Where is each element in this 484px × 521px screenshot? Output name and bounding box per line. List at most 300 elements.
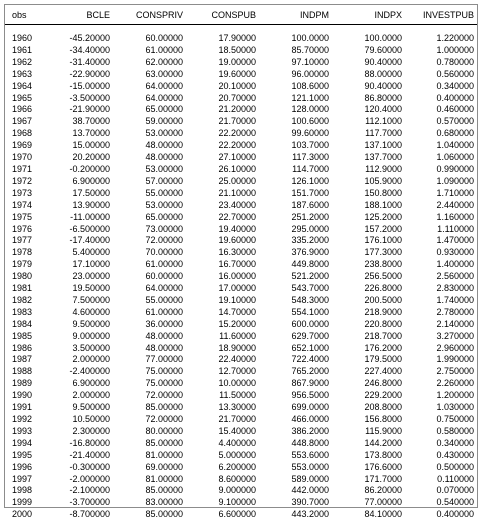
table-cell[interactable]: 64.00000 — [113, 283, 186, 295]
table-cell[interactable]: 85.00000 — [113, 438, 186, 450]
table-cell[interactable]: 22.20000 — [186, 140, 259, 152]
table-cell[interactable]: 1.710000 — [405, 188, 477, 200]
table-cell[interactable]: 220.8000 — [332, 319, 405, 331]
table-cell[interactable]: -15.00000 — [43, 81, 113, 93]
table-cell[interactable]: 97.10000 — [259, 57, 332, 69]
table-cell[interactable]: 13.70000 — [43, 128, 113, 140]
table-cell[interactable]: 0.540000 — [405, 497, 477, 509]
table-cell[interactable]: 200.5000 — [332, 295, 405, 307]
table-cell[interactable]: 179.5000 — [332, 354, 405, 366]
table-cell[interactable]: 295.0000 — [259, 224, 332, 236]
obs-cell[interactable]: 1964 — [5, 81, 43, 93]
table-cell[interactable]: 85.00000 — [113, 402, 186, 414]
table-cell[interactable]: 157.2000 — [332, 224, 405, 236]
obs-cell[interactable]: 1970 — [5, 152, 43, 164]
table-cell[interactable]: 0.990000 — [405, 164, 477, 176]
table-cell[interactable]: 246.8000 — [332, 378, 405, 390]
table-cell[interactable]: 75.00000 — [113, 366, 186, 378]
table-cell[interactable]: 121.1000 — [259, 93, 332, 105]
obs-cell[interactable]: 1986 — [5, 343, 43, 355]
table-cell[interactable]: 48.00000 — [113, 331, 186, 343]
table-cell[interactable]: 177.3000 — [332, 247, 405, 259]
table-cell[interactable]: 17.90000 — [186, 33, 259, 45]
obs-cell[interactable]: 1989 — [5, 378, 43, 390]
table-cell[interactable]: -11.00000 — [43, 212, 113, 224]
table-cell[interactable]: -17.40000 — [43, 235, 113, 247]
obs-cell[interactable]: 1985 — [5, 331, 43, 343]
table-cell[interactable]: 6.900000 — [43, 378, 113, 390]
table-cell[interactable]: 652.1000 — [259, 343, 332, 355]
column-header-conspub[interactable]: CONSPUB — [186, 5, 259, 25]
table-cell[interactable]: 0.570000 — [405, 116, 477, 128]
table-cell[interactable]: 88.00000 — [332, 69, 405, 81]
table-cell[interactable]: 589.0000 — [259, 474, 332, 486]
table-cell[interactable]: 21.10000 — [186, 188, 259, 200]
table-cell[interactable]: 1.740000 — [405, 295, 477, 307]
table-cell[interactable]: 15.20000 — [186, 319, 259, 331]
obs-cell[interactable]: 1993 — [5, 426, 43, 438]
table-cell[interactable]: 86.80000 — [332, 93, 405, 105]
table-cell[interactable]: 11.50000 — [186, 390, 259, 402]
obs-cell[interactable]: 1966 — [5, 104, 43, 116]
table-cell[interactable]: 100.6000 — [259, 116, 332, 128]
table-cell[interactable]: 218.9000 — [332, 307, 405, 319]
table-cell[interactable]: 2.260000 — [405, 378, 477, 390]
table-cell[interactable]: 0.750000 — [405, 414, 477, 426]
table-cell[interactable]: 171.7000 — [332, 474, 405, 486]
table-cell[interactable]: 19.60000 — [186, 235, 259, 247]
table-cell[interactable]: 1.090000 — [405, 176, 477, 188]
table-cell[interactable]: 0.680000 — [405, 128, 477, 140]
column-header-obs[interactable]: obs — [5, 5, 43, 25]
table-cell[interactable]: -2.000000 — [43, 474, 113, 486]
table-cell[interactable]: 1.400000 — [405, 259, 477, 271]
table-cell[interactable]: 2.780000 — [405, 307, 477, 319]
table-cell[interactable]: 120.4000 — [332, 104, 405, 116]
table-cell[interactable]: -21.40000 — [43, 450, 113, 462]
table-cell[interactable]: 19.50000 — [43, 283, 113, 295]
table-cell[interactable]: 73.00000 — [113, 224, 186, 236]
table-cell[interactable]: 90.40000 — [332, 81, 405, 93]
table-cell[interactable]: 90.40000 — [332, 57, 405, 69]
obs-cell[interactable]: 1980 — [5, 271, 43, 283]
obs-cell[interactable]: 1996 — [5, 462, 43, 474]
table-cell[interactable]: 9.100000 — [186, 497, 259, 509]
table-cell[interactable]: -3.500000 — [43, 93, 113, 105]
table-cell[interactable]: 65.00000 — [113, 212, 186, 224]
table-row — [5, 474, 477, 486]
table-cell[interactable]: 85.70000 — [259, 45, 332, 57]
table-cell[interactable]: 629.7000 — [259, 331, 332, 343]
table-cell[interactable]: 77.00000 — [332, 497, 405, 509]
obs-cell[interactable]: 1997 — [5, 474, 43, 486]
table-cell[interactable]: 19.40000 — [186, 224, 259, 236]
table-cell[interactable]: 48.00000 — [113, 152, 186, 164]
table-cell[interactable]: 114.7000 — [259, 164, 332, 176]
table-cell[interactable]: 112.1000 — [332, 116, 405, 128]
table-cell[interactable]: 65.00000 — [113, 104, 186, 116]
table-cell[interactable]: 251.2000 — [259, 212, 332, 224]
obs-cell[interactable]: 1972 — [5, 176, 43, 188]
table-cell[interactable]: 0.340000 — [405, 438, 477, 450]
table-cell[interactable]: 19.60000 — [186, 69, 259, 81]
table-cell[interactable]: 22.70000 — [186, 212, 259, 224]
table-cell[interactable]: -31.40000 — [43, 57, 113, 69]
table-cell[interactable]: 13.90000 — [43, 200, 113, 212]
obs-cell[interactable]: 1978 — [5, 247, 43, 259]
table-cell[interactable]: 17.50000 — [43, 188, 113, 200]
table-cell[interactable]: 2.830000 — [405, 283, 477, 295]
table-cell[interactable]: 53.00000 — [113, 128, 186, 140]
table-cell[interactable]: 1.200000 — [405, 390, 477, 402]
obs-cell[interactable]: 1975 — [5, 212, 43, 224]
obs-cell[interactable]: 1982 — [5, 295, 43, 307]
obs-cell[interactable]: 1988 — [5, 366, 43, 378]
table-cell[interactable]: 62.00000 — [113, 57, 186, 69]
table-cell[interactable]: 53.00000 — [113, 200, 186, 212]
column-header-bcle[interactable]: BCLE — [43, 5, 113, 25]
table-cell[interactable]: 0.070000 — [405, 485, 477, 497]
table-cell[interactable]: 20.70000 — [186, 93, 259, 105]
table-cell[interactable]: 53.00000 — [113, 164, 186, 176]
table-cell[interactable]: 10.00000 — [186, 378, 259, 390]
table-cell[interactable]: 2.000000 — [43, 390, 113, 402]
table-row — [5, 128, 477, 140]
table-cell[interactable]: 188.1000 — [332, 200, 405, 212]
obs-cell[interactable]: 1984 — [5, 319, 43, 331]
table-cell[interactable]: 17.10000 — [43, 259, 113, 271]
table-cell[interactable]: 26.10000 — [186, 164, 259, 176]
table-cell[interactable]: 18.90000 — [186, 343, 259, 355]
table-cell[interactable]: 72.00000 — [113, 235, 186, 247]
table-cell[interactable]: 521.2000 — [259, 271, 332, 283]
table-cell[interactable]: 72.00000 — [113, 390, 186, 402]
table-cell[interactable]: 956.5000 — [259, 390, 332, 402]
obs-cell[interactable]: 1967 — [5, 116, 43, 128]
table-cell[interactable]: 0.400000 — [405, 509, 477, 521]
obs-cell[interactable]: 1965 — [5, 93, 43, 105]
table-cell[interactable]: 176.6000 — [332, 462, 405, 474]
obs-cell[interactable]: 1987 — [5, 354, 43, 366]
table-cell[interactable]: 151.7000 — [259, 188, 332, 200]
table-cell[interactable]: 390.7000 — [259, 497, 332, 509]
table-cell[interactable]: 64.00000 — [113, 93, 186, 105]
table-cell[interactable]: 60.00000 — [113, 271, 186, 283]
table-cell[interactable]: 103.7000 — [259, 140, 332, 152]
table-cell[interactable]: 1.160000 — [405, 212, 477, 224]
table-cell[interactable]: 16.70000 — [186, 259, 259, 271]
table-cell[interactable]: 27.10000 — [186, 152, 259, 164]
table-cell[interactable]: 16.00000 — [186, 271, 259, 283]
table-cell[interactable]: -0.200000 — [43, 164, 113, 176]
table-cell[interactable]: 1.470000 — [405, 235, 477, 247]
table-cell[interactable]: 8.600000 — [186, 474, 259, 486]
table-cell[interactable]: 2.440000 — [405, 200, 477, 212]
table-cell[interactable]: 9.000000 — [43, 331, 113, 343]
table-row — [5, 331, 477, 343]
table-cell[interactable]: 600.0000 — [259, 319, 332, 331]
table-cell[interactable]: -34.40000 — [43, 45, 113, 57]
table-cell[interactable]: 16.30000 — [186, 247, 259, 259]
table-cell[interactable]: 11.60000 — [186, 331, 259, 343]
table-cell[interactable]: 208.8000 — [332, 402, 405, 414]
table-cell[interactable]: 1.040000 — [405, 140, 477, 152]
table-cell[interactable]: 543.7000 — [259, 283, 332, 295]
table-cell[interactable]: 22.40000 — [186, 354, 259, 366]
table-cell[interactable]: 4.400000 — [186, 438, 259, 450]
table-cell[interactable]: -21.90000 — [43, 104, 113, 116]
table-cell[interactable]: 1.110000 — [405, 224, 477, 236]
table-cell[interactable]: 57.00000 — [113, 176, 186, 188]
table-cell[interactable]: 448.8000 — [259, 438, 332, 450]
table-cell[interactable]: 2.140000 — [405, 319, 477, 331]
table-cell[interactable]: 176.2000 — [332, 343, 405, 355]
table-cell[interactable]: 75.00000 — [113, 378, 186, 390]
table-cell[interactable]: 81.00000 — [113, 450, 186, 462]
table-cell[interactable]: 19.00000 — [186, 57, 259, 69]
table-cell[interactable]: 1.990000 — [405, 354, 477, 366]
table-cell[interactable]: 115.9000 — [332, 426, 405, 438]
table-cell[interactable]: 63.00000 — [113, 69, 186, 81]
table-cell[interactable]: 226.8000 — [332, 283, 405, 295]
column-header-indpm[interactable]: INDPM — [259, 5, 332, 25]
table-cell[interactable]: 77.00000 — [113, 354, 186, 366]
table-cell[interactable]: 21.20000 — [186, 104, 259, 116]
table-cell[interactable]: 5.000000 — [186, 450, 259, 462]
table-cell[interactable]: 20.10000 — [186, 81, 259, 93]
table-cell[interactable]: 10.50000 — [43, 414, 113, 426]
table-cell[interactable]: 2.960000 — [405, 343, 477, 355]
table-cell[interactable]: -6.500000 — [43, 224, 113, 236]
table-cell[interactable]: 61.00000 — [113, 45, 186, 57]
table-cell[interactable]: 0.460000 — [405, 104, 477, 116]
table-cell[interactable]: 699.0000 — [259, 402, 332, 414]
table-cell[interactable]: 0.340000 — [405, 81, 477, 93]
table-cell[interactable]: 867.9000 — [259, 378, 332, 390]
table-cell[interactable]: 1.030000 — [405, 402, 477, 414]
table-cell[interactable]: -3.700000 — [43, 497, 113, 509]
obs-cell[interactable]: 1995 — [5, 450, 43, 462]
table-cell[interactable]: 100.0000 — [259, 33, 332, 45]
table-cell[interactable]: 21.70000 — [186, 414, 259, 426]
table-cell[interactable]: 81.00000 — [113, 474, 186, 486]
obs-cell[interactable]: 1962 — [5, 57, 43, 69]
obs-cell[interactable]: 1974 — [5, 200, 43, 212]
obs-cell[interactable]: 1979 — [5, 259, 43, 271]
table-cell[interactable]: 59.00000 — [113, 116, 186, 128]
table-cell[interactable]: 229.2000 — [332, 390, 405, 402]
table-cell[interactable]: 19.10000 — [186, 295, 259, 307]
table-cell[interactable]: -45.20000 — [43, 33, 113, 45]
table-cell[interactable]: 218.7000 — [332, 331, 405, 343]
table-cell[interactable]: 548.3000 — [259, 295, 332, 307]
obs-cell[interactable]: 1994 — [5, 438, 43, 450]
table-cell[interactable]: 69.00000 — [113, 462, 186, 474]
column-header-investpub[interactable]: INVESTPUB — [405, 5, 477, 25]
table-cell[interactable]: 9.000000 — [186, 485, 259, 497]
table-cell[interactable]: -8.700000 — [43, 509, 113, 521]
table-cell[interactable]: 60.00000 — [113, 33, 186, 45]
table-cell[interactable]: 173.8000 — [332, 450, 405, 462]
table-cell[interactable]: 12.70000 — [186, 366, 259, 378]
obs-cell[interactable]: 1960 — [5, 33, 43, 45]
table-cell[interactable]: 128.0000 — [259, 104, 332, 116]
table-cell[interactable]: 386.2000 — [259, 426, 332, 438]
table-cell[interactable]: 137.7000 — [332, 152, 405, 164]
table-cell[interactable]: 722.4000 — [259, 354, 332, 366]
table-cell[interactable]: 22.20000 — [186, 128, 259, 140]
obs-cell[interactable]: 1969 — [5, 140, 43, 152]
table-row — [5, 271, 477, 283]
table-cell[interactable]: 85.00000 — [113, 485, 186, 497]
table-cell[interactable]: 1.000000 — [405, 45, 477, 57]
table-cell[interactable]: 9.500000 — [43, 319, 113, 331]
table-cell[interactable]: 21.70000 — [186, 116, 259, 128]
table-cell[interactable]: 176.1000 — [332, 235, 405, 247]
table-cell[interactable]: 86.20000 — [332, 485, 405, 497]
table-cell[interactable]: 2.000000 — [43, 354, 113, 366]
table-cell[interactable]: 100.0000 — [332, 33, 405, 45]
table-cell[interactable]: 227.4000 — [332, 366, 405, 378]
table-cell[interactable]: 150.8000 — [332, 188, 405, 200]
table-cell[interactable]: 335.2000 — [259, 235, 332, 247]
table-cell[interactable]: 96.00000 — [259, 69, 332, 81]
table-cell[interactable]: 48.00000 — [113, 140, 186, 152]
table-cell[interactable]: 6.600000 — [186, 509, 259, 521]
table-cell[interactable]: 15.00000 — [43, 140, 113, 152]
table-cell[interactable]: 126.1000 — [259, 176, 332, 188]
table-cell[interactable]: 55.00000 — [113, 295, 186, 307]
table-cell[interactable]: 1.060000 — [405, 152, 477, 164]
table-cell[interactable]: 554.1000 — [259, 307, 332, 319]
table-cell[interactable]: 376.9000 — [259, 247, 332, 259]
table-cell[interactable]: 449.8000 — [259, 259, 332, 271]
table-cell[interactable]: 117.3000 — [259, 152, 332, 164]
table-cell[interactable]: 137.1000 — [332, 140, 405, 152]
table-cell[interactable]: 0.500000 — [405, 462, 477, 474]
table-cell[interactable]: 38.70000 — [43, 116, 113, 128]
obs-cell[interactable]: 1977 — [5, 235, 43, 247]
table-cell[interactable]: 61.00000 — [113, 259, 186, 271]
table-cell[interactable]: 0.560000 — [405, 69, 477, 81]
obs-cell[interactable]: 1998 — [5, 485, 43, 497]
obs-cell[interactable]: 1992 — [5, 414, 43, 426]
obs-cell[interactable]: 1973 — [5, 188, 43, 200]
table-cell[interactable]: 6.900000 — [43, 176, 113, 188]
table-cell[interactable]: 238.8000 — [332, 259, 405, 271]
table-cell[interactable]: 3.500000 — [43, 343, 113, 355]
table-cell[interactable]: 0.930000 — [405, 247, 477, 259]
table-cell[interactable]: 79.60000 — [332, 45, 405, 57]
table-cell[interactable]: 553.0000 — [259, 462, 332, 474]
table-cell[interactable]: 765.2000 — [259, 366, 332, 378]
table-cell[interactable]: 0.780000 — [405, 57, 477, 69]
table-cell[interactable]: -22.90000 — [43, 69, 113, 81]
table-cell[interactable]: 443.2000 — [259, 509, 332, 521]
table-cell[interactable]: 23.40000 — [186, 200, 259, 212]
obs-cell[interactable]: 1999 — [5, 497, 43, 509]
obs-cell[interactable]: 1976 — [5, 224, 43, 236]
table-cell[interactable]: 0.430000 — [405, 450, 477, 462]
table-cell[interactable]: 99.60000 — [259, 128, 332, 140]
table-cell[interactable]: 2.300000 — [43, 426, 113, 438]
table-row — [5, 354, 477, 366]
table-cell[interactable]: 112.9000 — [332, 164, 405, 176]
table-cell[interactable]: 125.2000 — [332, 212, 405, 224]
table-row — [5, 509, 477, 521]
table-cell[interactable]: -2.100000 — [43, 485, 113, 497]
obs-cell[interactable]: 2000 — [5, 509, 43, 521]
table-cell[interactable]: 25.00000 — [186, 176, 259, 188]
table-cell[interactable]: 117.7000 — [332, 128, 405, 140]
table-cell[interactable]: 20.20000 — [43, 152, 113, 164]
table-cell[interactable]: 442.0000 — [259, 485, 332, 497]
obs-cell[interactable]: 1968 — [5, 128, 43, 140]
table-cell[interactable]: 84.10000 — [332, 509, 405, 521]
table-cell[interactable]: 80.00000 — [113, 426, 186, 438]
table-cell[interactable]: 2.750000 — [405, 366, 477, 378]
table-cell[interactable]: 64.00000 — [113, 81, 186, 93]
table-cell[interactable]: 4.600000 — [43, 307, 113, 319]
column-header-conspriv[interactable]: CONSPRIV — [113, 5, 186, 25]
table-cell[interactable]: 83.00000 — [113, 497, 186, 509]
table-cell[interactable]: 108.6000 — [259, 81, 332, 93]
table-cell[interactable]: 48.00000 — [113, 343, 186, 355]
table-cell[interactable]: 70.00000 — [113, 247, 186, 259]
table-cell[interactable]: -2.400000 — [43, 366, 113, 378]
table-cell[interactable]: -0.300000 — [43, 462, 113, 474]
table-cell[interactable]: 105.9000 — [332, 176, 405, 188]
table-cell[interactable]: 6.200000 — [186, 462, 259, 474]
table-cell[interactable]: 1.220000 — [405, 33, 477, 45]
table-cell[interactable]: 72.00000 — [113, 414, 186, 426]
table-cell[interactable]: 144.2000 — [332, 438, 405, 450]
table-cell[interactable]: 0.400000 — [405, 93, 477, 105]
table-cell[interactable]: 61.00000 — [113, 307, 186, 319]
obs-cell[interactable]: 1963 — [5, 69, 43, 81]
table-cell[interactable]: 15.40000 — [186, 426, 259, 438]
obs-cell[interactable]: 1961 — [5, 45, 43, 57]
table-cell[interactable]: 55.00000 — [113, 188, 186, 200]
obs-cell[interactable]: 1981 — [5, 283, 43, 295]
table-cell[interactable]: 2.560000 — [405, 271, 477, 283]
table-cell[interactable]: 85.00000 — [113, 509, 186, 521]
table-cell[interactable]: 0.580000 — [405, 426, 477, 438]
obs-cell[interactable]: 1983 — [5, 307, 43, 319]
table-cell[interactable]: 156.8000 — [332, 414, 405, 426]
table-cell[interactable]: 553.6000 — [259, 450, 332, 462]
table-cell[interactable]: 9.500000 — [43, 402, 113, 414]
table-cell[interactable]: 14.70000 — [186, 307, 259, 319]
table-cell[interactable]: 36.00000 — [113, 319, 186, 331]
table-cell[interactable]: 3.270000 — [405, 331, 477, 343]
table-cell[interactable]: 18.50000 — [186, 45, 259, 57]
table-cell[interactable]: 5.400000 — [43, 247, 113, 259]
table-cell[interactable]: 187.6000 — [259, 200, 332, 212]
obs-cell[interactable]: 1990 — [5, 390, 43, 402]
table-cell[interactable]: 13.30000 — [186, 402, 259, 414]
table-cell[interactable]: 7.500000 — [43, 295, 113, 307]
obs-cell[interactable]: 1971 — [5, 164, 43, 176]
obs-cell[interactable]: 1991 — [5, 402, 43, 414]
table-cell[interactable]: 23.00000 — [43, 271, 113, 283]
table-cell[interactable]: -16.80000 — [43, 438, 113, 450]
table-cell[interactable]: 17.00000 — [186, 283, 259, 295]
table-cell[interactable]: 0.110000 — [405, 474, 477, 486]
table-cell[interactable]: 466.0000 — [259, 414, 332, 426]
table-cell[interactable]: 256.5000 — [332, 271, 405, 283]
column-header-indpx[interactable]: INDPX — [332, 5, 405, 25]
